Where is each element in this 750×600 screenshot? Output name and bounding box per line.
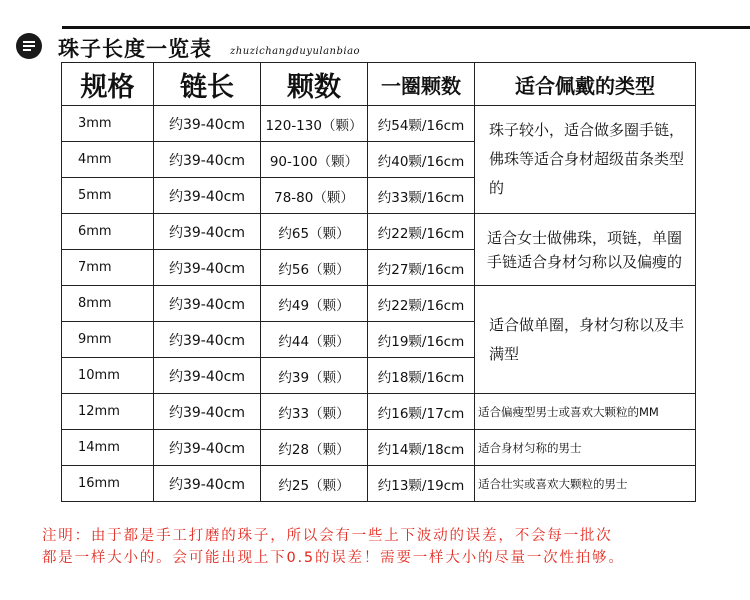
document-icon xyxy=(16,33,42,59)
cell-ring: 约27颗/16cm xyxy=(368,250,475,286)
col-header-count: 颗数 xyxy=(261,63,368,106)
cell-length: 约39-40cm xyxy=(154,322,261,358)
header-rule xyxy=(62,26,750,29)
cell-spec: 5mm xyxy=(62,178,154,214)
cell-suit: 适合女士做佛珠，项链，单圈手链适合身材匀称以及偏瘦的 xyxy=(475,214,696,286)
cell-count: 约56（颗） xyxy=(261,250,368,286)
cell-count: 约33（颗） xyxy=(261,394,368,430)
cell-spec: 7mm xyxy=(62,250,154,286)
cell-ring: 约33颗/16cm xyxy=(368,178,475,214)
cell-length: 约39-40cm xyxy=(154,214,261,250)
cell-count: 78-80（颗） xyxy=(261,178,368,214)
cell-spec: 4mm xyxy=(62,142,154,178)
cell-count: 约44（颗） xyxy=(261,322,368,358)
cell-spec: 12mm xyxy=(62,394,154,430)
cell-suit: 珠子较小，适合做多圈手链，佛珠等适合身材超级苗条类型的 xyxy=(475,106,696,214)
cell-suit: 适合做单圈，身材匀称以及丰满型 xyxy=(475,286,696,394)
cell-spec: 9mm xyxy=(62,322,154,358)
cell-length: 约39-40cm xyxy=(154,358,261,394)
cell-count: 约39（颗） xyxy=(261,358,368,394)
cell-count: 约25（颗） xyxy=(261,466,368,502)
cell-length: 约39-40cm xyxy=(154,466,261,502)
cell-spec: 10mm xyxy=(62,358,154,394)
cell-ring: 约18颗/16cm xyxy=(368,358,475,394)
cell-ring: 约16颗/17cm xyxy=(368,394,475,430)
cell-length: 约39-40cm xyxy=(154,394,261,430)
page-title: 珠子长度一览表 xyxy=(58,37,212,61)
col-header-suit: 适合佩戴的类型 xyxy=(475,63,696,106)
disclaimer-note xyxy=(42,525,722,569)
cell-length: 约39-40cm xyxy=(154,142,261,178)
cell-ring: 约13颗/19cm xyxy=(368,466,475,502)
cell-suit: 适合壮实或喜欢大颗粒的男士 xyxy=(475,466,696,502)
cell-spec: 6mm xyxy=(62,214,154,250)
table-header-row xyxy=(62,63,696,106)
cell-length: 约39-40cm xyxy=(154,250,261,286)
cell-ring: 约22颗/16cm xyxy=(368,286,475,322)
disclaimer-line: 注明：由于都是手工打磨的珠子，所以会有一些上下波动的误差，不会每一批次 xyxy=(42,528,613,544)
cell-ring: 约40颗/16cm xyxy=(368,142,475,178)
col-header-length: 链长 xyxy=(154,63,261,106)
cell-ring: 约54颗/16cm xyxy=(368,106,475,142)
page-subtitle-pinyin: zhuzichangduyulanbiao xyxy=(230,46,361,57)
cell-ring: 约22颗/16cm xyxy=(368,214,475,250)
table-row xyxy=(62,394,696,430)
cell-length: 约39-40cm xyxy=(154,430,261,466)
cell-ring: 约19颗/16cm xyxy=(368,322,475,358)
table-row xyxy=(62,430,696,466)
cell-suit: 适合偏瘦型男士或喜欢大颗粒的MM xyxy=(475,394,696,430)
cell-count: 120-130（颗） xyxy=(261,106,368,142)
cell-spec: 8mm xyxy=(62,286,154,322)
cell-count: 90-100（颗） xyxy=(261,142,368,178)
cell-spec: 16mm xyxy=(62,466,154,502)
cell-suit: 适合身材匀称的男士 xyxy=(475,430,696,466)
table-row xyxy=(62,466,696,502)
table-row xyxy=(62,286,696,322)
cell-length: 约39-40cm xyxy=(154,178,261,214)
disclaimer-line: 都是一样大小的。会可能出现上下0.5的误差！需要一样大小的尽量一次性拍够。 xyxy=(42,550,625,566)
col-header-spec: 规格 xyxy=(62,63,154,106)
bead-length-table xyxy=(61,62,696,502)
cell-length: 约39-40cm xyxy=(154,286,261,322)
col-header-ring: 一圈颗数 xyxy=(368,63,475,106)
cell-count: 约65（颗） xyxy=(261,214,368,250)
table-row xyxy=(62,214,696,250)
cell-count: 约49（颗） xyxy=(261,286,368,322)
cell-count: 约28（颗） xyxy=(261,430,368,466)
cell-spec: 14mm xyxy=(62,430,154,466)
table-row xyxy=(62,106,696,142)
cell-spec: 3mm xyxy=(62,106,154,142)
cell-ring: 约14颗/18cm xyxy=(368,430,475,466)
cell-length: 约39-40cm xyxy=(154,106,261,142)
